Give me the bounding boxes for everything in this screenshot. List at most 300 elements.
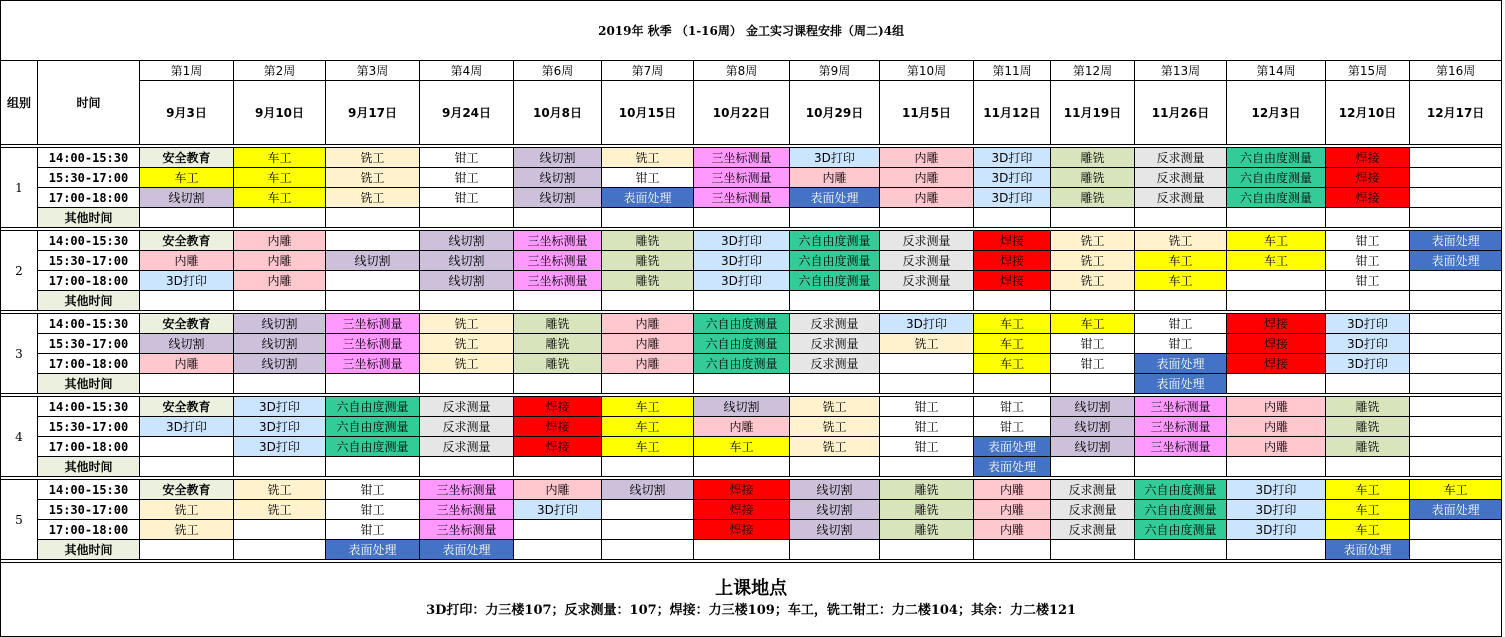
time-header: 时间 [38, 61, 140, 145]
time-slot: 14:00-15:30 [38, 480, 140, 500]
schedule-cell: 线切割 [602, 480, 694, 500]
other-time-label: 其他时间 [38, 374, 140, 394]
schedule-cell [1326, 457, 1410, 477]
week-header: 第6周 [514, 61, 602, 81]
group-number: 4 [1, 397, 38, 477]
schedule-cell: 线切割 [1051, 417, 1135, 437]
schedule-cell: 线切割 [140, 188, 234, 208]
schedule-cell [326, 374, 420, 394]
schedule-cell [326, 208, 420, 228]
schedule-cell [694, 374, 790, 394]
schedule-cell: 反求测量 [790, 334, 880, 354]
schedule-cell: 三坐标测量 [326, 354, 420, 374]
schedule-cell [1227, 291, 1326, 311]
schedule-cell [602, 540, 694, 560]
schedule-cell: 钳工 [1051, 354, 1135, 374]
schedule-cell [140, 291, 234, 311]
schedule-cell [880, 291, 974, 311]
schedule-row [1, 231, 1502, 251]
schedule-cell [1410, 291, 1502, 311]
schedule-cell: 3D打印 [694, 231, 790, 251]
schedule-cell [1410, 314, 1502, 334]
schedule-cell [140, 208, 234, 228]
schedule-cell: 线切割 [234, 334, 326, 354]
schedule-cell: 三坐标测量 [1135, 417, 1227, 437]
schedule-cell: 线切割 [1051, 437, 1135, 457]
schedule-cell: 车工 [1135, 271, 1227, 291]
schedule-cell: 3D打印 [234, 397, 326, 417]
schedule-cell: 车工 [1227, 251, 1326, 271]
schedule-cell: 表面处理 [1135, 354, 1227, 374]
date-header: 11月19日 [1051, 81, 1135, 145]
schedule-cell: 车工 [974, 354, 1051, 374]
schedule-cell [1410, 168, 1502, 188]
schedule-cell [326, 291, 420, 311]
schedule-cell: 表面处理 [790, 188, 880, 208]
schedule-cell [326, 271, 420, 291]
week-header: 第11周 [974, 61, 1051, 81]
schedule-cell: 焊接 [1326, 188, 1410, 208]
schedule-cell: 线切割 [234, 314, 326, 334]
schedule-row [1, 208, 1502, 228]
schedule-cell: 线切割 [790, 480, 880, 500]
schedule-cell: 焊接 [694, 520, 790, 540]
schedule-cell: 内雕 [880, 148, 974, 168]
schedule-cell [234, 291, 326, 311]
schedule-cell: 焊接 [974, 251, 1051, 271]
schedule-cell [1410, 457, 1502, 477]
schedule-cell: 三坐标测量 [514, 271, 602, 291]
schedule-cell [1135, 291, 1227, 311]
schedule-cell [1227, 457, 1326, 477]
date-header: 9月10日 [234, 81, 326, 145]
schedule-cell [1227, 540, 1326, 560]
schedule-cell: 内雕 [514, 480, 602, 500]
schedule-cell [880, 374, 974, 394]
schedule-cell: 铣工 [140, 500, 234, 520]
schedule-cell: 车工 [974, 314, 1051, 334]
schedule-cell [1410, 148, 1502, 168]
schedule-cell: 焊接 [694, 500, 790, 520]
schedule-cell: 反求测量 [1051, 500, 1135, 520]
time-slot: 15:30-17:00 [38, 500, 140, 520]
schedule-cell [602, 208, 694, 228]
schedule-cell: 反求测量 [790, 354, 880, 374]
schedule-cell: 三坐标测量 [420, 500, 514, 520]
schedule-cell: 铣工 [140, 520, 234, 540]
schedule-cell [880, 540, 974, 560]
schedule-cell: 三坐标测量 [514, 231, 602, 251]
schedule-cell: 车工 [1326, 500, 1410, 520]
schedule-cell: 3D打印 [694, 251, 790, 271]
schedule-cell: 焊接 [514, 397, 602, 417]
time-slot: 15:30-17:00 [38, 334, 140, 354]
schedule-cell: 内雕 [140, 251, 234, 271]
schedule-cell: 三坐标测量 [420, 520, 514, 540]
schedule-cell: 反求测量 [1135, 188, 1227, 208]
schedule-cell: 钳工 [1326, 271, 1410, 291]
schedule-cell: 雕铣 [1051, 148, 1135, 168]
schedule-cell: 铣工 [602, 148, 694, 168]
schedule-row [1, 334, 1502, 354]
schedule-cell: 雕铣 [602, 271, 694, 291]
schedule-cell: 3D打印 [1227, 500, 1326, 520]
schedule-cell: 3D打印 [1326, 354, 1410, 374]
schedule-cell: 三坐标测量 [1135, 437, 1227, 457]
time-slot: 17:00-18:00 [38, 354, 140, 374]
schedule-cell: 雕铣 [1326, 417, 1410, 437]
schedule-cell: 表面处理 [1410, 251, 1502, 271]
other-time-label: 其他时间 [38, 457, 140, 477]
schedule-cell: 六自由度测量 [1135, 480, 1227, 500]
schedule-cell: 雕铣 [880, 520, 974, 540]
time-slot: 17:00-18:00 [38, 271, 140, 291]
schedule-cell: 线切割 [514, 188, 602, 208]
schedule-row [1, 480, 1502, 500]
schedule-cell: 三坐标测量 [694, 188, 790, 208]
schedule-cell: 车工 [602, 417, 694, 437]
schedule-cell [1410, 271, 1502, 291]
schedule-cell: 铣工 [420, 354, 514, 374]
schedule-cell [1227, 271, 1326, 291]
schedule-cell: 钳工 [974, 397, 1051, 417]
schedule-cell: 线切割 [140, 334, 234, 354]
date-header: 9月3日 [140, 81, 234, 145]
schedule-cell: 雕铣 [880, 480, 974, 500]
location-row [1, 563, 1502, 637]
schedule-cell [1051, 540, 1135, 560]
schedule-cell: 六自由度测量 [1135, 520, 1227, 540]
schedule-cell: 焊接 [1326, 148, 1410, 168]
schedule-row [1, 500, 1502, 520]
schedule-cell [1135, 457, 1227, 477]
schedule-cell [514, 291, 602, 311]
schedule-cell [326, 457, 420, 477]
schedule-cell: 铣工 [420, 314, 514, 334]
schedule-cell: 3D打印 [974, 148, 1051, 168]
schedule-cell: 铣工 [234, 500, 326, 520]
schedule-cell: 内雕 [602, 314, 694, 334]
schedule-cell [974, 208, 1051, 228]
time-slot: 15:30-17:00 [38, 251, 140, 271]
schedule-cell: 内雕 [974, 500, 1051, 520]
group-number: 1 [1, 148, 38, 228]
schedule-cell: 焊接 [974, 231, 1051, 251]
schedule-cell [694, 291, 790, 311]
schedule-cell: 铣工 [326, 168, 420, 188]
schedule-cell [1135, 208, 1227, 228]
schedule-cell: 六自由度测量 [790, 251, 880, 271]
schedule-row [1, 291, 1502, 311]
schedule-cell: 三坐标测量 [514, 251, 602, 271]
schedule-cell [1326, 208, 1410, 228]
schedule-cell: 反求测量 [420, 397, 514, 417]
schedule-cell [234, 540, 326, 560]
schedule-cell: 六自由度测量 [694, 354, 790, 374]
schedule-cell [694, 457, 790, 477]
schedule-cell: 铣工 [234, 480, 326, 500]
other-time-label: 其他时间 [38, 208, 140, 228]
schedule-cell [974, 540, 1051, 560]
date-header-row [1, 81, 1502, 145]
location-title: 上课地点 [715, 578, 788, 599]
schedule-cell: 3D打印 [234, 437, 326, 457]
schedule-row [1, 148, 1502, 168]
schedule-row [1, 168, 1502, 188]
schedule-cell: 线切割 [1051, 397, 1135, 417]
schedule-cell [1051, 457, 1135, 477]
schedule-row [1, 374, 1502, 394]
schedule-cell: 线切割 [326, 251, 420, 271]
schedule-cell [1227, 374, 1326, 394]
schedule-cell: 三坐标测量 [694, 168, 790, 188]
schedule-cell: 六自由度测量 [1227, 168, 1326, 188]
week-header: 第14周 [1227, 61, 1326, 81]
schedule-cell: 三坐标测量 [694, 148, 790, 168]
schedule-cell: 内雕 [234, 251, 326, 271]
schedule-cell: 车工 [234, 148, 326, 168]
time-slot: 14:00-15:30 [38, 231, 140, 251]
schedule-cell: 铣工 [326, 188, 420, 208]
schedule-cell: 反求测量 [1051, 480, 1135, 500]
schedule-cell: 反求测量 [1135, 168, 1227, 188]
week-header: 第16周 [1410, 61, 1502, 81]
schedule-cell: 铣工 [790, 397, 880, 417]
schedule-cell: 钳工 [326, 500, 420, 520]
date-header: 10月15日 [602, 81, 694, 145]
schedule-cell: 线切割 [420, 271, 514, 291]
schedule-cell [140, 374, 234, 394]
schedule-cell: 钳工 [880, 417, 974, 437]
schedule-cell: 雕铣 [602, 251, 694, 271]
schedule-cell: 雕铣 [514, 314, 602, 334]
schedule-cell: 焊接 [974, 271, 1051, 291]
schedule-cell: 反求测量 [1135, 148, 1227, 168]
schedule-cell: 线切割 [420, 251, 514, 271]
schedule-cell: 车工 [602, 437, 694, 457]
schedule-cell [420, 291, 514, 311]
schedule-cell: 内雕 [1227, 437, 1326, 457]
schedule-cell: 钳工 [420, 168, 514, 188]
schedule-cell [514, 374, 602, 394]
schedule-cell: 线切割 [790, 500, 880, 520]
schedule-cell: 雕铣 [514, 334, 602, 354]
schedule-cell: 雕铣 [514, 354, 602, 374]
schedule-cell: 车工 [1227, 231, 1326, 251]
schedule-cell: 车工 [602, 397, 694, 417]
schedule-cell: 雕铣 [1051, 188, 1135, 208]
schedule-row [1, 354, 1502, 374]
week-header: 第8周 [694, 61, 790, 81]
week-header: 第4周 [420, 61, 514, 81]
schedule-cell: 反求测量 [420, 437, 514, 457]
schedule-cell: 反求测量 [880, 231, 974, 251]
schedule-cell: 表面处理 [420, 540, 514, 560]
schedule-cell: 反求测量 [880, 251, 974, 271]
schedule-cell: 内雕 [140, 354, 234, 374]
schedule-cell: 铣工 [326, 148, 420, 168]
week-header: 第15周 [1326, 61, 1410, 81]
schedule-cell: 线切割 [694, 397, 790, 417]
schedule-cell: 钳工 [1135, 334, 1227, 354]
schedule-cell: 安全教育 [140, 480, 234, 500]
date-header: 12月3日 [1227, 81, 1326, 145]
schedule-cell: 六自由度测量 [1227, 188, 1326, 208]
schedule-cell [1410, 417, 1502, 437]
group-number: 3 [1, 314, 38, 394]
schedule-cell: 三坐标测量 [420, 480, 514, 500]
schedule-cell: 六自由度测量 [694, 314, 790, 334]
title-row [1, 1, 1502, 61]
schedule-cell: 铣工 [880, 334, 974, 354]
schedule-cell: 内雕 [790, 168, 880, 188]
date-header: 12月10日 [1326, 81, 1410, 145]
schedule-cell [1410, 334, 1502, 354]
schedule-cell: 3D打印 [880, 314, 974, 334]
schedule-cell [514, 540, 602, 560]
schedule-cell: 内雕 [880, 188, 974, 208]
schedule-cell: 内雕 [602, 334, 694, 354]
schedule-cell [1410, 208, 1502, 228]
schedule-cell: 铣工 [1051, 251, 1135, 271]
schedule-cell: 3D打印 [974, 188, 1051, 208]
schedule-cell: 六自由度测量 [1135, 500, 1227, 520]
date-header: 11月12日 [974, 81, 1051, 145]
time-slot: 14:00-15:30 [38, 148, 140, 168]
schedule-cell: 3D打印 [140, 271, 234, 291]
schedule-cell: 焊接 [1227, 354, 1326, 374]
schedule-cell: 三坐标测量 [326, 334, 420, 354]
date-header: 10月22日 [694, 81, 790, 145]
location-cell [1, 563, 1502, 637]
schedule-cell: 3D打印 [1326, 334, 1410, 354]
schedule-cell: 车工 [1051, 314, 1135, 334]
schedule-cell: 铣工 [420, 334, 514, 354]
schedule-cell [602, 374, 694, 394]
week-header: 第7周 [602, 61, 694, 81]
schedule-cell: 六自由度测量 [326, 417, 420, 437]
schedule-cell: 焊接 [694, 480, 790, 500]
schedule-cell [880, 457, 974, 477]
week-header: 第10周 [880, 61, 974, 81]
schedule-cell: 表面处理 [974, 437, 1051, 457]
other-time-label: 其他时间 [38, 540, 140, 560]
schedule-cell: 线切割 [790, 520, 880, 540]
schedule-cell: 表面处理 [1135, 374, 1227, 394]
schedule-cell: 焊接 [1326, 168, 1410, 188]
time-slot: 17:00-18:00 [38, 520, 140, 540]
schedule-cell: 车工 [694, 437, 790, 457]
schedule-cell: 反求测量 [880, 271, 974, 291]
schedule-cell: 六自由度测量 [1227, 148, 1326, 168]
schedule-cell [602, 500, 694, 520]
schedule-cell: 车工 [234, 168, 326, 188]
schedule-cell [694, 540, 790, 560]
schedule-cell: 车工 [140, 168, 234, 188]
schedule-cell: 雕铣 [1051, 168, 1135, 188]
schedule-cell [234, 374, 326, 394]
schedule-cell: 3D打印 [694, 271, 790, 291]
schedule-cell: 焊接 [1227, 334, 1326, 354]
schedule-cell [1227, 208, 1326, 228]
schedule-cell: 3D打印 [514, 500, 602, 520]
schedule-cell: 内雕 [234, 271, 326, 291]
schedule-cell: 钳工 [1135, 314, 1227, 334]
schedule-cell: 车工 [1135, 251, 1227, 271]
schedule-cell: 六自由度测量 [326, 437, 420, 457]
schedule-cell [790, 540, 880, 560]
schedule-cell: 内雕 [1227, 397, 1326, 417]
schedule-cell [1410, 397, 1502, 417]
schedule-cell: 六自由度测量 [790, 271, 880, 291]
schedule-cell [1410, 437, 1502, 457]
schedule-cell: 雕铣 [1326, 397, 1410, 417]
week-header-row [1, 61, 1502, 81]
date-header: 11月26日 [1135, 81, 1227, 145]
schedule-cell [140, 437, 234, 457]
date-header: 10月29日 [790, 81, 880, 145]
schedule-cell [234, 457, 326, 477]
schedule-row [1, 437, 1502, 457]
schedule-cell [140, 457, 234, 477]
schedule-cell: 3D打印 [790, 148, 880, 168]
location-text: 3D打印：力三楼107；反求测量：107；焊接：力三楼109；车工，铣工钳工：力二楼104；其余：力二楼121 [426, 603, 1077, 618]
schedule-cell [1410, 354, 1502, 374]
schedule-cell [420, 208, 514, 228]
schedule-cell [234, 208, 326, 228]
schedule-cell: 内雕 [234, 231, 326, 251]
schedule-cell [420, 374, 514, 394]
schedule-cell: 安全教育 [140, 148, 234, 168]
schedule-cell: 安全教育 [140, 231, 234, 251]
schedule-cell [1051, 291, 1135, 311]
schedule-cell: 铣工 [1051, 271, 1135, 291]
schedule-cell: 铣工 [790, 417, 880, 437]
time-slot: 15:30-17:00 [38, 417, 140, 437]
schedule-row [1, 271, 1502, 291]
schedule-row [1, 540, 1502, 560]
schedule-cell [514, 208, 602, 228]
schedule-cell: 反求测量 [420, 417, 514, 437]
schedule-cell: 三坐标测量 [326, 314, 420, 334]
schedule-cell [602, 291, 694, 311]
week-header: 第1周 [140, 61, 234, 81]
schedule-cell: 铣工 [1051, 231, 1135, 251]
time-slot: 14:00-15:30 [38, 314, 140, 334]
schedule-cell [420, 457, 514, 477]
schedule-cell: 内雕 [1227, 417, 1326, 437]
schedule-row [1, 417, 1502, 437]
schedule-cell: 钳工 [326, 480, 420, 500]
schedule-cell: 六自由度测量 [326, 397, 420, 417]
schedule-cell [1410, 540, 1502, 560]
schedule-cell: 表面处理 [1326, 540, 1410, 560]
schedule-cell: 钳工 [1051, 334, 1135, 354]
week-header: 第9周 [790, 61, 880, 81]
schedule-row [1, 457, 1502, 477]
schedule-cell: 3D打印 [1227, 520, 1326, 540]
schedule-cell: 3D打印 [234, 417, 326, 437]
schedule-cell: 线切割 [234, 354, 326, 374]
group-number: 5 [1, 480, 38, 560]
schedule-cell [514, 520, 602, 540]
schedule-cell: 三坐标测量 [1135, 397, 1227, 417]
schedule-cell: 铣工 [790, 437, 880, 457]
schedule-cell [1051, 208, 1135, 228]
schedule-cell [880, 354, 974, 374]
schedule-cell [1410, 188, 1502, 208]
schedule-row [1, 314, 1502, 334]
